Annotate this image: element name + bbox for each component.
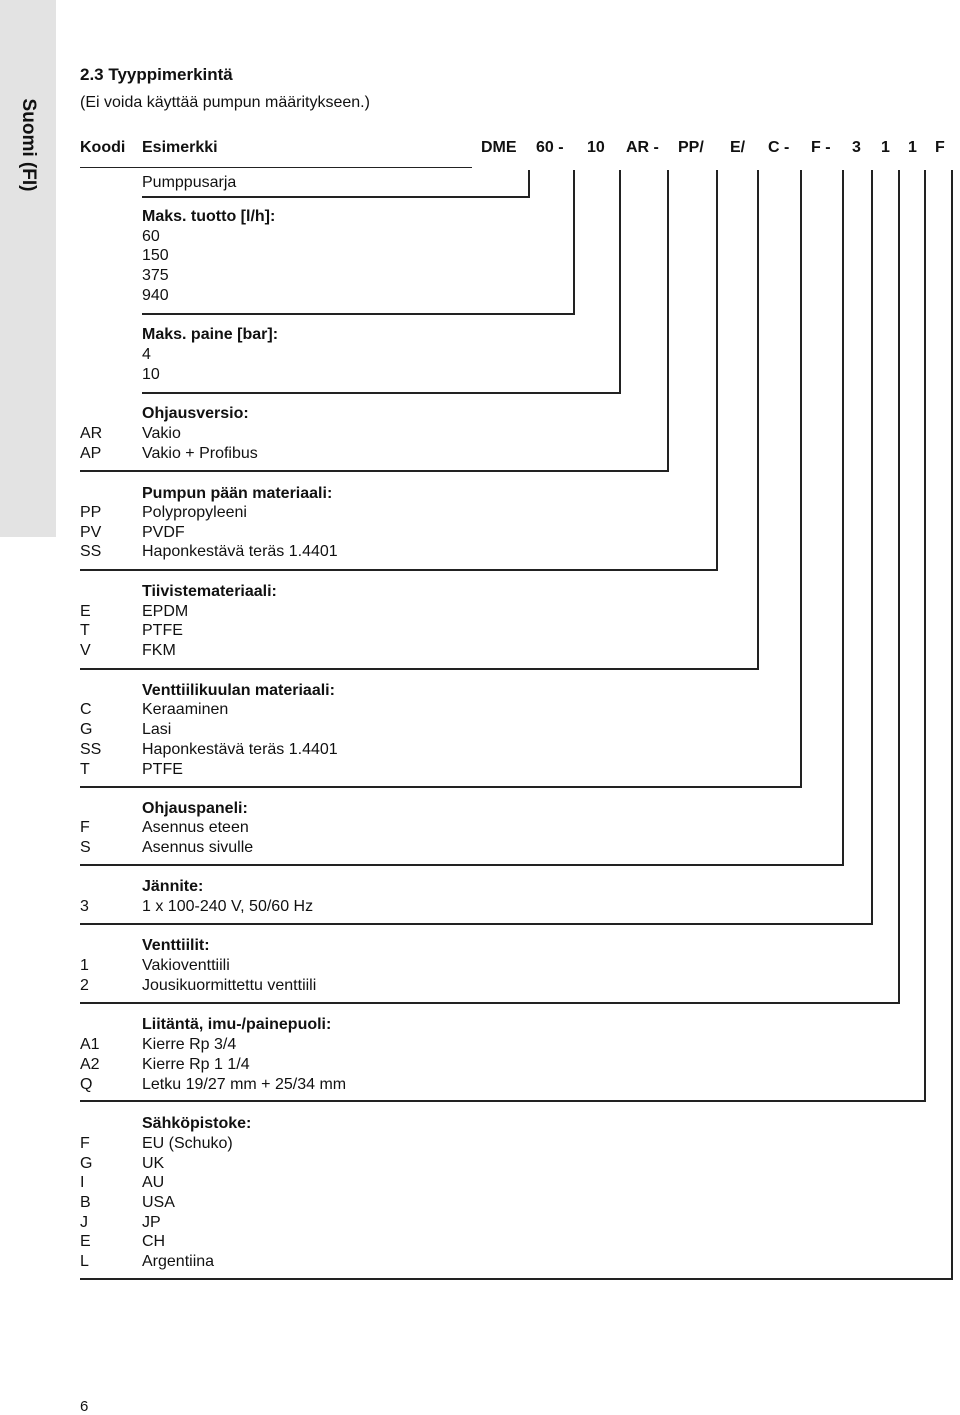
- connector-line: [80, 1278, 953, 1280]
- option-code: PV: [80, 524, 102, 541]
- code-part-connection: 1: [908, 139, 917, 156]
- code-column-header: Koodi: [80, 139, 126, 156]
- option-code: C: [80, 701, 92, 718]
- group-heading: Jännite:: [142, 878, 204, 895]
- option-code: S: [80, 839, 91, 856]
- option-desc: PTFE: [142, 761, 183, 778]
- option-desc: Lasi: [142, 721, 172, 738]
- option-desc: Asennus eteen: [142, 819, 249, 836]
- code-part-plug: F: [935, 139, 945, 156]
- option-code: 2: [80, 977, 89, 994]
- group-heading: Sähköpistoke:: [142, 1115, 252, 1132]
- option-code: 3: [80, 898, 89, 915]
- code-part-valve-ball: C -: [768, 139, 790, 156]
- header-underline: [80, 167, 472, 168]
- option-code: F: [80, 1135, 90, 1152]
- option-desc: Keraaminen: [142, 701, 229, 718]
- option-desc: EPDM: [142, 603, 189, 620]
- option-desc: Letku 19/27 mm + 25/34 mm: [142, 1076, 347, 1093]
- option-desc: Vakioventtiili: [142, 957, 230, 974]
- option-code: Q: [80, 1076, 93, 1093]
- option-code: SS: [80, 543, 102, 560]
- section-title: 2.3 Tyyppimerkintä: [80, 65, 233, 84]
- option-code: E: [80, 603, 91, 620]
- group-heading: Pumpun pään materiaali:: [142, 485, 333, 502]
- option-code: PP: [80, 504, 102, 521]
- page-number: 6: [80, 1398, 89, 1415]
- option-code: G: [80, 721, 93, 738]
- option-desc: Polypropyleeni: [142, 504, 247, 521]
- option-desc: 375: [142, 267, 169, 284]
- code-part-panel: F -: [811, 139, 831, 156]
- connector-line: [80, 470, 669, 472]
- group-heading: Pumppusarja: [142, 174, 237, 191]
- option-desc: Argentiina: [142, 1253, 215, 1270]
- group-heading: Maks. tuotto [l/h]:: [142, 208, 276, 225]
- connector-line: [80, 864, 844, 866]
- connector-line: [142, 196, 530, 198]
- option-desc: 1 x 100-240 V, 50/60 Hz: [142, 898, 314, 915]
- option-code: V: [80, 642, 91, 659]
- option-desc: Haponkestävä teräs 1.4401: [142, 543, 338, 560]
- code-part-pressure: 10: [587, 139, 605, 156]
- option-desc: Vakio: [142, 425, 181, 442]
- option-code: T: [80, 622, 90, 639]
- option-desc: 4: [142, 346, 151, 363]
- option-desc: Jousikuormittettu venttiili: [142, 977, 317, 994]
- connector-line: [80, 668, 759, 670]
- connector-line: [80, 569, 718, 571]
- connector-line: [80, 923, 873, 925]
- connector-line: [716, 170, 718, 571]
- option-desc: USA: [142, 1194, 175, 1211]
- code-part-head-material: PP/: [678, 139, 704, 156]
- connector-line: [951, 170, 953, 1280]
- group-heading: Ohjauspaneli:: [142, 800, 248, 817]
- option-desc: JP: [142, 1214, 161, 1231]
- option-desc: AU: [142, 1174, 165, 1191]
- connector-line: [871, 170, 873, 925]
- option-desc: Haponkestävä teräs 1.4401: [142, 741, 338, 758]
- option-code: A1: [80, 1036, 100, 1053]
- option-desc: Kierre Rp 3/4: [142, 1036, 237, 1053]
- option-code: J: [80, 1214, 88, 1231]
- option-desc: 940: [142, 287, 169, 304]
- option-code: L: [80, 1253, 89, 1270]
- option-code: F: [80, 819, 90, 836]
- option-code: T: [80, 761, 90, 778]
- connector-line: [80, 1100, 926, 1102]
- group-heading: Maks. paine [bar]:: [142, 326, 279, 343]
- connector-line: [924, 170, 926, 1102]
- option-desc: PTFE: [142, 622, 183, 639]
- option-desc: 10: [142, 366, 160, 383]
- connector-line: [573, 170, 575, 315]
- connector-line: [142, 392, 621, 394]
- option-desc: 150: [142, 247, 169, 264]
- connector-line: [619, 170, 621, 394]
- option-code: I: [80, 1174, 85, 1191]
- option-desc: FKM: [142, 642, 176, 659]
- option-desc: PVDF: [142, 524, 185, 541]
- connector-line: [898, 170, 900, 1004]
- group-heading: Venttiilikuulan materiaali:: [142, 682, 335, 699]
- group-heading: Venttiilit:: [142, 937, 210, 954]
- connector-line: [667, 170, 669, 472]
- language-side-tab: [0, 0, 56, 537]
- language-label: Suomi (FI): [18, 98, 39, 192]
- option-code: AP: [80, 445, 102, 462]
- code-part-capacity: 60 -: [536, 139, 564, 156]
- connector-line: [80, 786, 802, 788]
- group-heading: Ohjausversio:: [142, 405, 249, 422]
- option-desc: EU (Schuko): [142, 1135, 233, 1152]
- option-desc: Vakio + Profibus: [142, 445, 258, 462]
- connector-line: [842, 170, 844, 866]
- option-desc: CH: [142, 1233, 166, 1250]
- option-desc: 60: [142, 228, 160, 245]
- code-part-valves: 1: [881, 139, 890, 156]
- option-code: A2: [80, 1056, 100, 1073]
- connector-line: [142, 313, 575, 315]
- example-column-header: Esimerkki: [142, 139, 218, 156]
- group-heading: Liitäntä, imu-/painepuoli:: [142, 1016, 332, 1033]
- code-part-voltage: 3: [852, 139, 861, 156]
- connector-line: [80, 1002, 900, 1004]
- option-desc: Asennus sivulle: [142, 839, 254, 856]
- connector-line: [528, 170, 530, 198]
- code-part-series: DME: [481, 139, 517, 156]
- option-code: B: [80, 1194, 91, 1211]
- option-code: E: [80, 1233, 91, 1250]
- option-desc: Kierre Rp 1 1/4: [142, 1056, 250, 1073]
- option-code: SS: [80, 741, 102, 758]
- connector-line: [757, 170, 759, 670]
- option-code: AR: [80, 425, 103, 442]
- group-heading: Tiivistemateriaali:: [142, 583, 277, 600]
- option-desc: UK: [142, 1155, 165, 1172]
- option-code: 1: [80, 957, 89, 974]
- code-part-gasket: E/: [730, 139, 746, 156]
- option-code: G: [80, 1155, 93, 1172]
- section-subtitle: (Ei voida käyttää pumpun määritykseen.): [80, 94, 370, 111]
- code-part-control: AR -: [626, 139, 659, 156]
- connector-line: [800, 170, 802, 788]
